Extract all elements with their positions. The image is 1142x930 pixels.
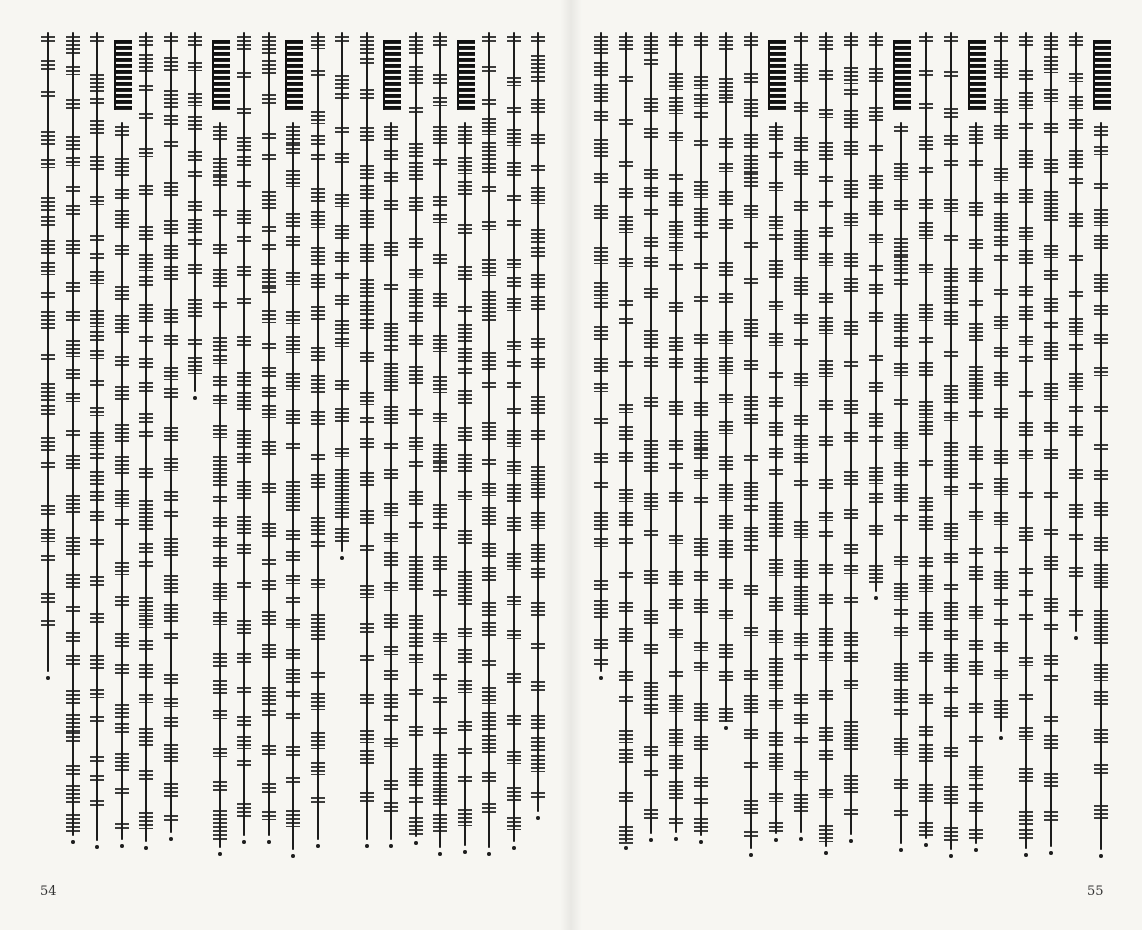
text-column bbox=[618, 32, 634, 852]
section-heading-mark bbox=[893, 40, 911, 110]
text-column bbox=[668, 32, 684, 852]
text-column bbox=[359, 32, 375, 852]
text-column bbox=[743, 32, 759, 852]
section-heading-mark bbox=[212, 40, 230, 110]
section-heading-mark bbox=[114, 40, 132, 110]
text-column bbox=[383, 32, 399, 852]
text-column bbox=[893, 32, 909, 852]
section-heading-mark bbox=[968, 40, 986, 110]
text-column bbox=[693, 32, 709, 852]
section-heading-mark bbox=[383, 40, 401, 110]
text-column bbox=[138, 32, 154, 852]
page-number-right: 55 bbox=[1087, 884, 1104, 899]
section-heading-mark bbox=[457, 40, 475, 110]
text-column bbox=[481, 32, 497, 852]
text-column bbox=[236, 32, 252, 852]
text-column bbox=[843, 32, 859, 852]
page-number-left: 54 bbox=[40, 884, 57, 899]
text-column bbox=[530, 32, 546, 852]
text-column bbox=[1043, 32, 1059, 852]
text-column bbox=[187, 32, 203, 852]
text-column bbox=[89, 32, 105, 852]
text-column bbox=[643, 32, 659, 852]
text-column bbox=[868, 32, 884, 852]
section-heading-mark bbox=[285, 40, 303, 110]
text-column bbox=[1068, 32, 1084, 852]
text-column bbox=[818, 32, 834, 852]
text-column bbox=[40, 32, 56, 852]
text-column bbox=[793, 32, 809, 852]
text-column bbox=[212, 32, 228, 852]
text-column bbox=[968, 32, 984, 852]
text-column bbox=[943, 32, 959, 852]
text-column bbox=[506, 32, 522, 852]
text-column bbox=[310, 32, 326, 852]
section-heading-mark bbox=[1093, 40, 1111, 110]
text-column bbox=[261, 32, 277, 852]
text-column bbox=[918, 32, 934, 852]
text-column bbox=[65, 32, 81, 852]
text-column bbox=[718, 32, 734, 852]
text-column bbox=[432, 32, 448, 852]
text-column bbox=[163, 32, 179, 852]
text-column bbox=[993, 32, 1009, 852]
text-column bbox=[1093, 32, 1109, 852]
text-column bbox=[114, 32, 130, 852]
text-column bbox=[408, 32, 424, 852]
text-column bbox=[593, 32, 609, 852]
text-column bbox=[334, 32, 350, 852]
section-heading-mark bbox=[768, 40, 786, 110]
text-column bbox=[768, 32, 784, 852]
text-column bbox=[1018, 32, 1034, 852]
text-column bbox=[285, 32, 301, 852]
right-page bbox=[571, 0, 1142, 930]
text-column bbox=[457, 32, 473, 852]
